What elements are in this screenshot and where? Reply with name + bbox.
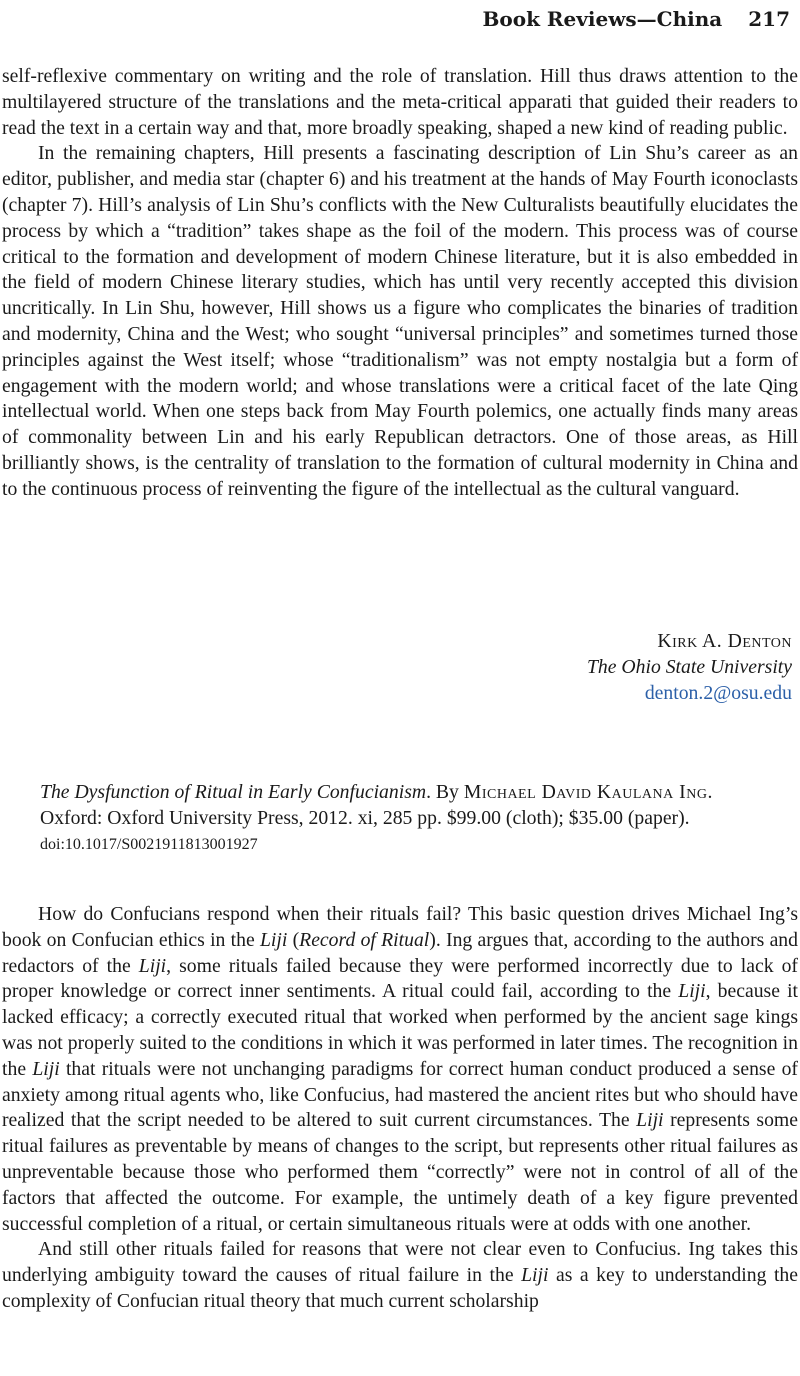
title-record-of-ritual: Record of Ritual (299, 928, 430, 951)
text-run: as a key to understanding the complexity of Confucian ritual theory that much current scholarship (2, 1264, 798, 1312)
by-text: . By (426, 781, 464, 803)
text-run: represents some ritual failures as preventable by means of changes to the script, but represents other ritual failures as unpreventable because those who performed them “correctly” were not in control of all of the factors that affected the outcome. For example, the untimely death of a key figure prevented successful completion of a ritual, or certain simultaneous rituals were at odds with one another. (2, 1109, 798, 1235)
text-run: ). Ing argues that, according to the authors and redactors of the (2, 928, 798, 977)
paragraph (2, 1237, 798, 1314)
reviewer-affiliation: The Ohio State University (586, 656, 792, 678)
book-author: Michael David Kaulana Ing (463, 781, 708, 803)
book-title: The Dysfunction of Ritual in Early Confucianism (40, 781, 427, 803)
paragraph: self-reflexive commentary on writing and the role of translation. Hill thus draws attention to the multilayered structure of the translations and the meta-critical apparati that guided their readers to read the text in a certain way and that, more broadly speaking, shaped a new kind of reading public. (2, 65, 798, 139)
title-liji: Liji (636, 1109, 664, 1132)
text-run: ( (287, 928, 300, 951)
title-liji: Liji (138, 954, 167, 977)
section-title: Book Reviews—China (482, 7, 723, 31)
title-liji: Liji (521, 1264, 549, 1287)
book-citation (40, 780, 768, 856)
text-run: How do Confucians respond when their rituals fail? This basic question drives Michael Ing’s book on Confucian ethics in the (2, 903, 798, 951)
title-liji: Liji (678, 980, 706, 1003)
doi[interactable]: doi:10.1017/S0021911813001927 (40, 835, 258, 853)
text-run: And still other rituals failed for reasons that were not clear even to Confucius. Ing takes this underlying ambiguity toward the causes of ritual failure in the (2, 1238, 798, 1287)
publication-info: . Oxford: Oxford University Press, 2012. xi, 285 pp. $99.00 (cloth); $35.00 (paper). (40, 781, 713, 829)
reviewer-signature (587, 628, 792, 706)
page-number: 217 (748, 7, 790, 31)
reviewer-name: Kirk A. Denton (657, 630, 792, 652)
text-run: that rituals were not unchanging paradigms for correct human conduct produced a sense of anxiety among ritual agents who, like Confucius, had mastered the ancient rites but who should have realized that the script needed to be altered to suit current circumstances. The (2, 1057, 798, 1132)
text-run: , some rituals failed because they were performed incorrectly due to lack of proper knowledge or correct inner sentiments. A ritual could fail, according to the (2, 954, 798, 1003)
title-liji: Liji (259, 928, 288, 951)
reviewer-email-link[interactable]: denton.2@osu.edu (644, 682, 792, 704)
running-header (483, 6, 790, 32)
review-continuation (2, 64, 798, 503)
paragraph: In the remaining chapters, Hill presents a fascinating description of Lin Shu’s career as an editor, publisher, and media star (chapter 6) and his treatment at the hands of May Fourth iconoclasts (chapter 7). Hill’s analysis of Lin Shu’s conflicts with the New Culturalists beautifully elucidates the process by which a “tradition” takes shape as the foil of the modern. This process was of course critical to the formation and development of modern Chinese literature, but it is also embedded in the field of modern Chinese literary studies, which has until very recently accepted this division uncritically. In Lin Shu, however, Hill shows us a figure who complicates the binaries of tradition and modernity, China and the West; who sought “universal principles” and sometimes turned those principles against the West itself; whose “traditionalism” was not empty nostalgia but a form of engagement with the modern world; and whose translations were a critical facet of the late Qing intellectual world. When one steps back from May Fourth polemics, one actually finds many areas of commonality between Lin and his early Republican detractors. One of those areas, as Hill brilliantly shows, is the centrality of translation to the formation of cultural modernity in China and to the continuous process of reinventing the figure of the intellectual as the cultural vanguard. (2, 142, 798, 500)
paragraph (2, 902, 798, 1237)
review-body (2, 902, 798, 1315)
text-run: , because it lacked efficacy; a correctly executed ritual that worked when performed by the ancient sage kings was not properly suited to the conditions in which it was performed in later times. The recognition in the (2, 980, 799, 1080)
title-liji: Liji (32, 1057, 60, 1080)
